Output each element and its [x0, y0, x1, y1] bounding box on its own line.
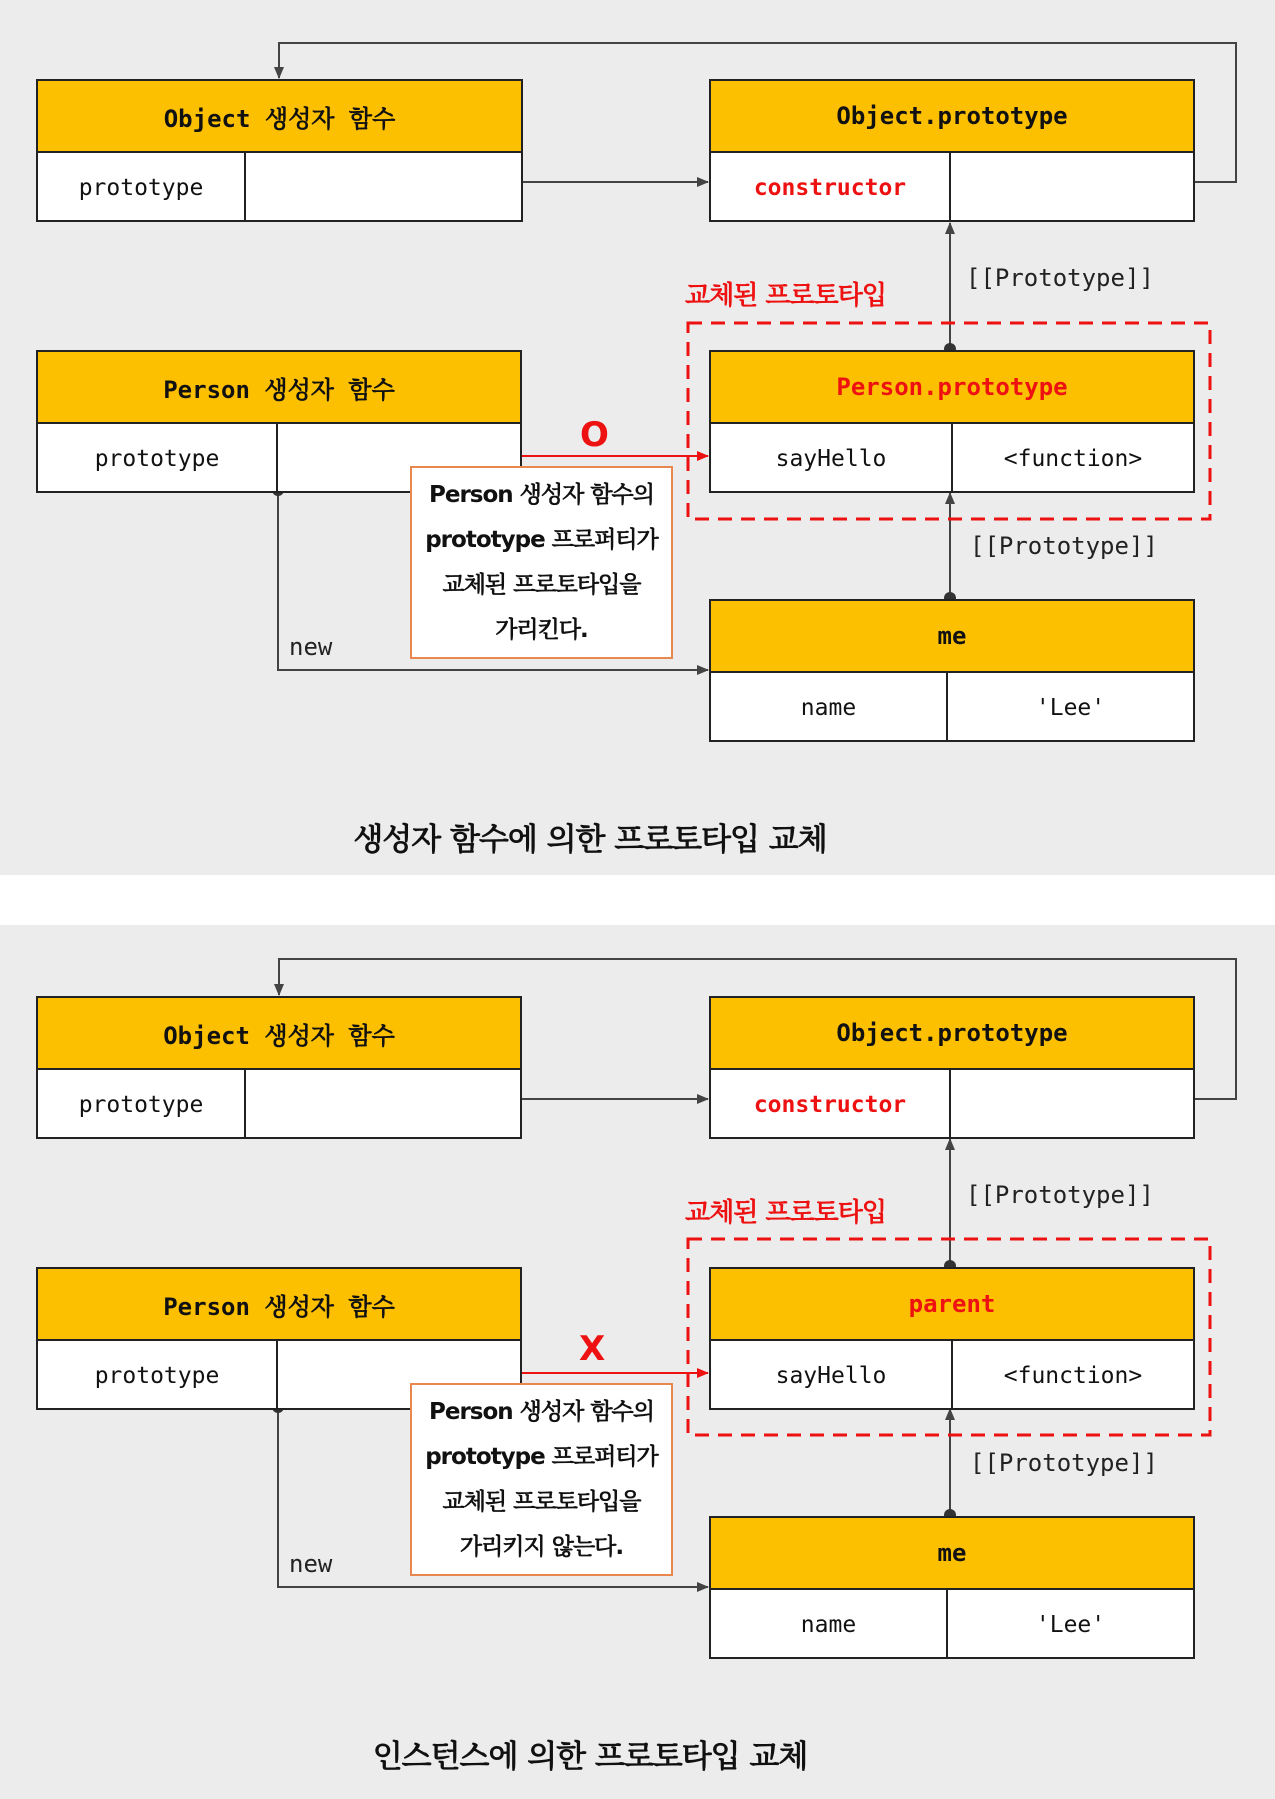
replaced-prototype-label: 교체된 프로토타입: [685, 281, 886, 311]
object-prototype-constructor-key: constructor: [753, 174, 907, 201]
me-instance-key: name: [800, 1611, 857, 1638]
explanation-note: [410, 1383, 673, 1576]
upper-prototype-link-label: [[Prototype]]: [966, 1181, 1154, 1209]
object-prototype-constructor-key: constructor: [753, 1091, 907, 1118]
object-constructor-box: [36, 79, 523, 222]
me-instance-box: [709, 599, 1195, 742]
diagram-panel-2: [0, 925, 1275, 1799]
object-constructor-title: Object 생성자 함수: [38, 81, 521, 153]
note-line: 교체된 프로토타입을: [442, 571, 641, 598]
note-line: Person 생성자 함수의: [429, 1398, 654, 1425]
points-to-mark: O: [580, 415, 609, 455]
object-constructor-prototype-value: [244, 1070, 520, 1139]
object-constructor-box: [36, 996, 522, 1139]
me-instance-title: me: [711, 1518, 1193, 1590]
me-instance-box: [709, 1516, 1195, 1659]
lower-prototype-link-label: [[Prototype]]: [970, 1449, 1158, 1477]
me-instance-value: 'Lee': [946, 673, 1193, 742]
person-constructor-prototype-key: prototype: [94, 1362, 220, 1389]
note-line: Person 생성자 함수의: [429, 481, 654, 508]
diagram-caption: 인스턴스에 의한 프로토타입 교체: [372, 1739, 808, 1775]
replaced-prototype-box: [709, 350, 1195, 493]
me-instance-value: 'Lee': [946, 1590, 1193, 1659]
replaced-prototype-title: parent: [711, 1269, 1193, 1341]
object-prototype-constructor-value: [949, 1070, 1193, 1139]
explanation-note: [410, 466, 673, 659]
note-line: 가리키지 않는다.: [459, 1533, 624, 1560]
replaced-prototype-label: 교체된 프로토타입: [685, 1198, 886, 1228]
object-prototype-title: Object.prototype: [711, 998, 1193, 1070]
object-prototype-box: [709, 996, 1195, 1139]
object-constructor-prototype-key: prototype: [78, 1091, 204, 1118]
object-constructor-prototype-key: prototype: [78, 174, 204, 201]
note-line: prototype 프로퍼티가: [425, 526, 658, 553]
person-constructor-title: Person 생성자 함수: [38, 352, 520, 424]
replaced-prototype-title: Person.prototype: [711, 352, 1193, 424]
replaced-prototype-key: sayHello: [775, 445, 887, 472]
replaced-prototype-value: <function>: [951, 1341, 1193, 1410]
me-instance-key: name: [800, 694, 857, 721]
object-constructor-title: Object 생성자 함수: [38, 998, 520, 1070]
new-label: new: [289, 633, 333, 661]
person-constructor-title: Person 생성자 함수: [38, 1269, 520, 1341]
new-label: new: [289, 1550, 333, 1578]
replaced-prototype-key: sayHello: [775, 1362, 887, 1389]
lower-prototype-link-label: [[Prototype]]: [970, 532, 1158, 560]
object-prototype-constructor-value: [949, 153, 1193, 222]
me-instance-title: me: [711, 601, 1193, 673]
note-line: 가리킨다.: [495, 616, 588, 643]
replaced-prototype-value: <function>: [951, 424, 1193, 493]
upper-prototype-link-label: [[Prototype]]: [966, 264, 1154, 292]
note-line: prototype 프로퍼티가: [425, 1443, 658, 1470]
object-prototype-title: Object.prototype: [711, 81, 1193, 153]
note-line: 교체된 프로토타입을: [442, 1488, 641, 1515]
does-not-point-mark: X: [579, 1329, 606, 1369]
person-constructor-prototype-key: prototype: [94, 445, 220, 472]
diagram-panel-1: [0, 0, 1275, 875]
diagram-caption: 생성자 함수에 의한 프로토타입 교체: [353, 822, 827, 858]
object-prototype-box: [709, 79, 1195, 222]
replaced-prototype-box: [709, 1267, 1195, 1410]
object-constructor-prototype-value: [244, 153, 521, 222]
